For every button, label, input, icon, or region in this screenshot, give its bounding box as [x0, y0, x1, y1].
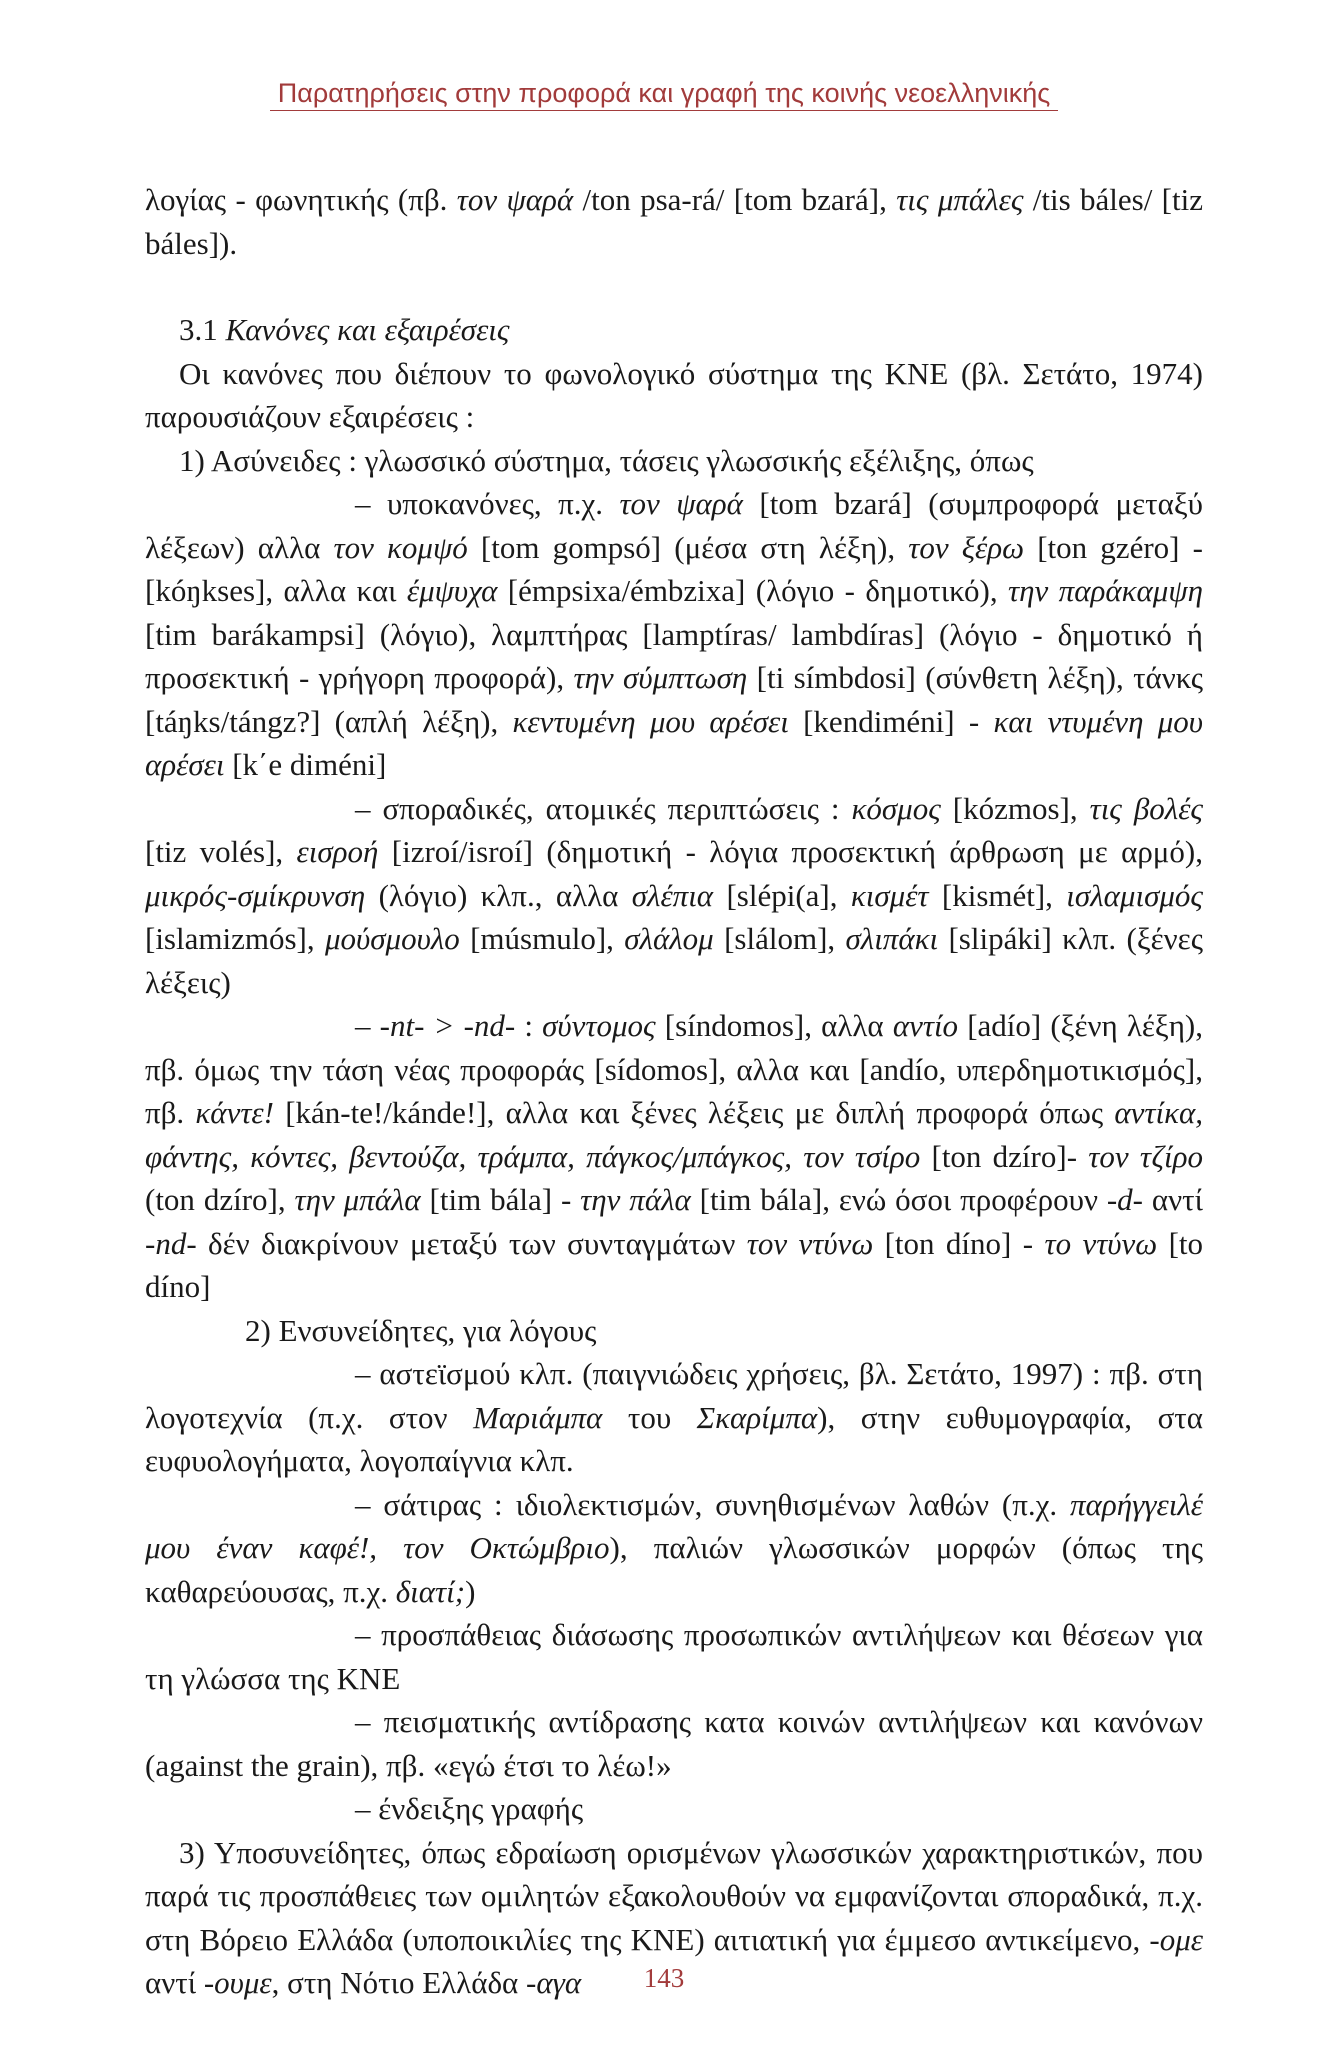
italic-term: έμψυχα	[406, 573, 498, 608]
text-run: [tim bála] -	[420, 1182, 581, 1217]
text-run: – αστεϊσμού κλπ. (παιγνιώδεις χρήσεις, βλ. Σετάτο, 1997) : πβ. στη λογοτεχνία (π.χ. στον	[145, 1356, 1203, 1435]
text-run: 3) Υποσυνείδητες, όπως εδραίωση ορισμένων γλωσσικών χαρακτηριστικών, που παρά τις προσπάθειες των ομιλητών εξακολουθούν να εμφανίζονται σποραδικά, π.χ. στη Βόρειο Ελλάδα (υποποικιλίες της ΚΝΕ) αιτιατική για έμμεσο αντικείμενο,	[145, 1834, 1203, 1957]
text-run: [kendiméni] -	[788, 703, 994, 739]
italic-term: το ντύνω	[1044, 1225, 1158, 1261]
text-run: /ton psa-rá/ [tom bzará],	[573, 182, 897, 217]
section-heading	[145, 308, 1203, 352]
text-run: ), στην ευθυμογραφία, στα ευφυολογήματα, λογοπαίγνια κλπ.	[145, 1399, 1203, 1478]
italic-term: Μαριάμπα	[473, 1399, 603, 1435]
italic-term: -nd-	[145, 1225, 197, 1261]
text-run: δέν διακρίνουν μεταξύ των συνταγμάτων	[196, 1225, 747, 1261]
list-item-2: 2) Ενσυνείδητες, για λόγους	[245, 1312, 597, 1348]
italic-term: κισμέτ	[850, 877, 929, 913]
text-run: , στη Νότιο Ελλάδα	[271, 1965, 527, 2000]
running-head	[0, 78, 1328, 109]
sub-item-reaction: – πεισματικής αντίδρασης κατα κοινών αντιλήψεων και κανόνων (against the grain), πβ. «εγώ έτσι το λέω!»	[145, 1704, 1203, 1783]
text-run: [tom gompsó] (μέσα στη λέξη),	[467, 529, 909, 565]
text-run: [islamizmós],	[145, 921, 325, 956]
italic-term: μικρός-σμίκρυνση	[145, 877, 366, 913]
text-run: [síndomos], αλλα	[655, 1008, 893, 1043]
text-run: – σάτιρας : ιδιολεκτισμών, συνηθισμένων λαθών (π.χ.	[355, 1486, 1071, 1522]
text-run: [tom bzará] (συμπροφορά μεταξύ λέξεων) αλλα	[145, 486, 1203, 565]
italic-term: τον κομψό	[333, 529, 468, 565]
text-run: [ton díno] -	[873, 1225, 1045, 1261]
running-head-text: Παρατηρήσεις στην προφορά και γραφή της κοινής νεοελληνικής	[270, 78, 1059, 111]
italic-term: -ομε	[1149, 1921, 1203, 1957]
italic-term: Σκαρίμπα	[696, 1399, 818, 1435]
text-run: /tis báles/ [tiz báles]).	[145, 182, 1203, 261]
text-run: [ti símbdosi] (σύνθετη λέξη), τάνκς [táŋks/tángz?] (απλή λέξη),	[145, 660, 1203, 739]
italic-term: εισροή	[296, 834, 379, 869]
italic-term: -αγα	[526, 1965, 582, 2000]
italic-term: σύντομος	[542, 1008, 656, 1043]
intro-paragraph: Οι κανόνες που διέπουν το φωνολογικό σύστημα της ΚΝΕ (βλ. Σετάτο, 1974) παρουσιάζουν εξαιρέσεις :	[145, 355, 1203, 434]
text-run: [to díno]	[145, 1225, 1204, 1304]
sub-item-preservation: – προσπάθειας διάσωσης προσωπικών αντιλήψεων και θέσεων για τη γλώσσα της ΚΝΕ	[145, 1617, 1203, 1696]
text-run: [adío] (ξένη λέξη), πβ. όμως την τάση νέας προφοράς [sídomos], αλλα και [andío, υπερδημοτικισμός], πβ.	[145, 1008, 1204, 1130]
italic-term: -ουμε	[203, 1965, 272, 2000]
text-run: :	[515, 1008, 543, 1043]
text-run: [ton gzéro] - [kóŋkses], αλλα και	[145, 529, 1203, 608]
text-run: [tim barákampsi] (λόγιο), λαμπτήρας [lamptíras/ lambdíras] (λόγιο - δημοτικό ή προσεκτική - γρήγορη προφορά),	[145, 616, 1203, 695]
text-run: του	[602, 1399, 697, 1435]
italic-term: τον ψαρά	[456, 182, 574, 217]
italic-term: σλάλομ	[624, 921, 714, 956]
italic-term: μούσμουλο	[324, 921, 460, 956]
italic-term: σλιπάκι	[845, 921, 939, 956]
italic-term: σλέπια	[631, 877, 714, 913]
italic-term: τον ξέρω	[908, 529, 1025, 565]
italic-term: την σύμπτωση	[573, 660, 748, 695]
italic-term: την πάλα	[580, 1182, 691, 1217]
text-run: (ton dzíro],	[145, 1182, 295, 1217]
text-run: [slálom],	[713, 921, 846, 956]
italic-term: τον ντύνω	[746, 1225, 874, 1261]
page-number: 143	[643, 1963, 685, 1993]
sub-item-subrules	[145, 482, 1203, 787]
sub-item-nt-nd	[145, 1004, 1203, 1309]
italic-term: αντίο	[892, 1008, 959, 1043]
italic-term: κεντυμένη μου αρέσει	[512, 703, 789, 739]
text-run: [kózmos],	[940, 790, 1090, 826]
italic-term: ισλαμισμός	[1066, 877, 1203, 913]
text-run: – σποραδικές, ατομικές περιπτώσεις :	[355, 790, 852, 826]
text-run: [k΄e diméni]	[224, 747, 387, 782]
italic-term: παρήγγειλέ μου έναν καφέ!, τον Οκτώμβριο	[145, 1486, 1203, 1565]
text-run: [tiz volés],	[145, 834, 297, 869]
text-run: [kán-te!/kánde!], αλλα και ξένες λέξεις με διπλή προφορά όπως	[273, 1095, 1115, 1130]
text-run: λογίας - φωνητικής (πβ.	[145, 182, 457, 217]
section-title: Κανόνες και εξαιρέσεις	[225, 312, 510, 347]
italic-term: τις μπάλες	[896, 182, 1024, 217]
body-text	[145, 178, 1203, 2005]
text-run: [slépi(a],	[713, 877, 851, 913]
italic-term: τον ψαρά	[619, 486, 743, 521]
italic-term: κόσμος	[851, 790, 941, 826]
sub-item-sporadic	[145, 787, 1203, 1005]
italic-term: την μπάλα	[294, 1182, 421, 1217]
text-run: αντί	[1143, 1182, 1203, 1217]
sub-item-writing: – ένδειξης γραφής	[355, 1791, 584, 1826]
text-run: ), παλιών γλωσσικών μορφών (όπως της καθαρεύουσας, π.χ.	[145, 1530, 1203, 1609]
italic-term: τις βολές	[1089, 790, 1203, 826]
text-run: [músmulo],	[459, 921, 625, 956]
italic-term: και ντυμένη μου αρέσει	[145, 703, 1203, 782]
sub-item-humour	[145, 1352, 1203, 1483]
paragraph-continuation	[145, 178, 1203, 265]
text-run: [tim bála], ενώ όσοι προφέρουν	[690, 1182, 1107, 1217]
section-number: 3.1	[179, 312, 226, 347]
text-run: [émpsixa/émbzixa] (λόγιο - δημοτικό),	[497, 573, 1009, 608]
list-item-1: 1) Ασύνειδες : γλωσσικό σύστημα, τάσεις γλωσσικής εξέλιξης, όπως	[179, 442, 1034, 478]
italic-term: την παράκαμψη	[1008, 573, 1203, 608]
italic-term: αντίκα, φάντης, κόντες, βεντούζα, τράμπα, πάγκος/μπάγκος, τον τσίρο	[145, 1095, 1203, 1174]
italic-term: -nt- > -nd-	[379, 1008, 516, 1043]
text-run: –	[355, 1008, 380, 1043]
text-run: [ton dzíro]-	[920, 1138, 1089, 1174]
text-run: αντί	[145, 1965, 204, 2000]
sub-item-satire	[145, 1483, 1203, 1614]
italic-term: κάντε!	[195, 1095, 274, 1130]
text-run: (λόγιο) κλπ., αλλα	[365, 877, 632, 913]
text-run: [slipáki] κλπ. (ξένες λέξεις)	[145, 921, 1203, 1000]
text-run: – υποκανόνες, π.χ.	[355, 486, 620, 521]
text-run: [kismét],	[928, 877, 1067, 913]
text-run: )	[465, 1573, 476, 1609]
italic-term: διατί;	[395, 1573, 466, 1609]
italic-term: -d-	[1106, 1182, 1144, 1217]
text-run: [izroí/isroí] (δημοτική - λόγια προσεκτική άρθρωση με αρμό),	[378, 834, 1203, 869]
italic-term: τον τζίρο	[1088, 1138, 1204, 1174]
